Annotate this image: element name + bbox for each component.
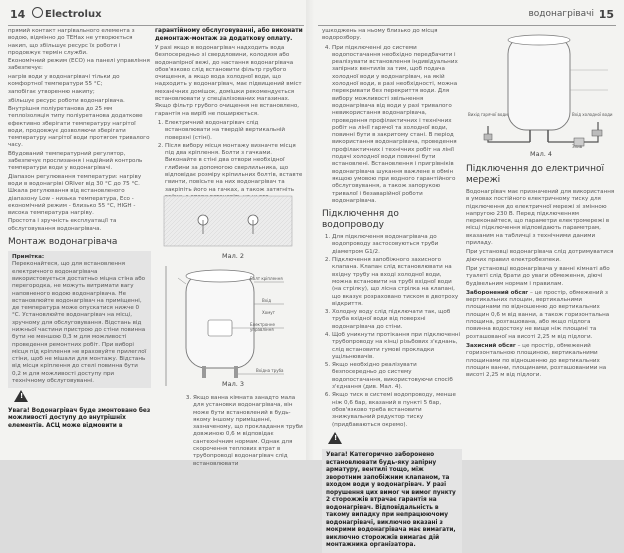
left-col-2 — [155, 28, 303, 210]
fig4-label-drain: Злив — [572, 144, 583, 149]
fig4-label-cold: Вхід холодної води — [572, 112, 613, 117]
figure-4-caption: Мал. 4 — [530, 150, 553, 158]
feature-item: Діапазон регулювання температури: нагріву води в водонагріві ORIver від 30 °С до 75 °С. Шкала регулювання від встановленого діапазону Low - низька температура, Eco - економічний режим - близько 55 °С, HIGH - висока температура нагріву. — [8, 173, 142, 217]
water-step: 3. Холодну воду слід підключати так, щоб труба вхідної води від поверхні водонагрівача до стіни. — [332, 309, 462, 331]
protective-zone-paragraph — [466, 343, 616, 379]
electric-paragraph: При установці водонагрівача у ванні кімнаті або туалеті слід брати до уваги обмеження, діючі будівельним нормам і правилам. — [466, 265, 610, 287]
water-step: 6. Якщо тиск в системі водопроводу, менше ніж 0,6 бар, вказаний в пункті 5 бар, обов'язково треба встановити знижувальний редуктор тиску (придбаваються окремо). — [332, 392, 462, 428]
forbidden-zone-text: – це простір, обмежений з вертикальних площин, вертикальними площинами по відношенню до вертикальних площин 0,6 м від ванни, а також горизонтальна площина, розташована, або якщо підлога повинна водостоку не вище ніж площині та розташованої на висоті 2,25 м від підлоги. — [466, 289, 610, 340]
term-protective-zone: Захисний обсяг — [466, 342, 516, 349]
electrolux-logo-icon — [32, 7, 43, 18]
right-page-number: 15 — [598, 8, 614, 21]
feature-item: запобігає утворенню накипу; — [8, 89, 95, 96]
feature-item: збільшує ресурс роботи водонагрівача. — [8, 97, 125, 104]
note-box — [8, 251, 151, 388]
fig3-label: Хомут — [262, 310, 275, 315]
right-page-header — [318, 3, 616, 26]
feature-item: прямий контакт нагрівального елемента з водою, відмінно до ТЕНах не утворюється накип, що збільшує ресурс їх роботи і продовжує термін служби. — [8, 28, 135, 56]
left-page-header — [8, 3, 304, 26]
gutter-shadow — [306, 0, 320, 460]
fig3-label: Електронне управління — [250, 322, 275, 332]
connection-step: 4. При підключенні до системи водопостачання необхідно передбачити і реалізувати встановлення індивідуальних запірних вентилів за тим, щоб подача холодної води у водонагрівач, на якій холодної води, в разі необхідності, можна перекривати без перекриття води. Для вибору можливості звільнення водонагрівача від води у разі тривалого невикористання водонагрівача, проведення профілактичних і технічних робіт на лінії гарячої та холодної води, повинні бути в закритому стані. В період використання водонагрівача, проведення профілактичних і технічних робіт на лінії подачі холодної води повинні бути встановлені. Встановлення і пригрівніків водонагрівача шукання важлене в обмін якщою умовою при водного гарантійного обслуговування, а також запорукою тривалої і безаварійної роботи водонагрівача. — [332, 45, 462, 206]
fig4-label-hot: Вихід гарячої води — [468, 112, 508, 117]
forbidden-zone-paragraph — [466, 290, 616, 341]
mount-step: 1. Електричний водонагрівач слід встановлювати на твердій вертикальній поверхні (стіні). — [165, 120, 303, 142]
warning-text: Увага! Водонагрівач буде змонтовано без можливості доступу до внутрішніх елементів. АСЦ може відмовити в — [8, 407, 151, 429]
feature-item: Простота і зручність експлуатації та обслуговування водонагрівача. — [8, 218, 117, 232]
feature-item: Економічний режим (ECO) на панелі управління забезпечує: — [8, 58, 150, 72]
section-title-mounting: Монтаж водонагрівача — [8, 237, 118, 248]
left-col-2-bottom — [183, 395, 303, 469]
warranty-warning-cont: гарантійному обслуговуванні, або виконати демонтаж-монтаж за додаткову оплату. — [155, 28, 303, 42]
feature-item: Внутрішня поліуретанова до 25 мм теплоізоляція типу поліуретанова додаткове ефективно зберігати температуру нагрітої води, продовжує дозволяючи зберігати температуру нагрітої води протягом тривалого часу. — [8, 105, 150, 149]
right-header-title: водонагрівачі — [528, 9, 594, 19]
figure-3-heater — [158, 262, 298, 390]
continued-text: ушкоджень на ньому близько до місця водорозбору. — [322, 28, 438, 42]
left-page-number: 14 — [10, 8, 26, 21]
mount-step: 2. Після вибору місця монтажу визначте місця під два кріплення. Болти з гачками. Виконайте в стіні два отвори необхідної глибини за допомогою сверлильника, що відповідає розміру кріпильних болтів, вставте гвинти, повісьте на них водонагрівач та закріпіть його на гачках, а також затягніть — [165, 143, 303, 209]
figure-3-caption: Мал. 3 — [222, 380, 245, 388]
figure-4-plumbing — [468, 30, 618, 150]
note-title: Примітка: — [12, 254, 45, 261]
figure-2-caption: Мал. 2 — [222, 252, 245, 260]
mount-step: 3. Якщо ванна кімната занадто мала для установки водонагрівача, він може бути встановлений в будь-якому іншому приміщенні, зазначеному, що прокладання труби довжиною 0,6 м відповідає сантехнічним нормам. Однак для скорочення теплових втрат в трубопроводі водонагрівач слід встановлювати — [193, 395, 303, 468]
fig3-label: Вхід — [262, 298, 271, 303]
section-title-electric: Підключення до електричної мережі — [466, 164, 605, 185]
warning-icon: ! — [14, 390, 28, 402]
fig3-label: Болт кріплення — [250, 276, 283, 281]
feature-item: Вбудований температурний регулятор, забезпечує прослизання і надійний контроль температури води у водонагрівачі. — [8, 150, 143, 172]
note-text: Переконайтеся, що для встановлення електричного водонагрівача використовується достатньо міцна стіна або перегородка, не можуть витримати вагу наповненого водою водонагрівача. Не встановлюйте водонагрівач на приміщенні, де температура може опускатися нижче 0 °С. Установлюйте водонагрівач на місці, зручному для обслуговування. Відстань від нижньої частини пристрою до стіни повинна бути не меншою 0,3 м для можливості проведення ремонтних робіт. При виборі місця під кріплення не враховуйте прилеглої стіни, щоб не мішали для монтажу. Відстань від місця кріплення до стелі повинна бути 0,2 м для можливості доступу при технічному обслуговуванні. — [12, 261, 147, 385]
filter-paragraph: У разі якщо в водонагрівач надходить вода безпосередньо зі свердловини, колодязя або водонапірної вежі, до настання водонагрівача обов'язково слід встановити фільтр грубого очищення, а якщо вода холодної води, що надходить у водонагрівач, має підвищений вміст механічних домішок, домішки рекомендується встановлювати у спеціалізованих магазинах. Якщо фільтр грубого очищення не встановлено, гарантія на виріб не поширюється. — [155, 45, 302, 117]
protective-zone-text: – це простір, обмежений горизонтальною площиною, вертикальними площинами по відношенню до вертикальних площин ванни, площинами, розташованими на висоті 2,25 м від підлоги. — [466, 342, 607, 379]
term-forbidden-zone: Заборонений обсяг — [466, 289, 529, 296]
electric-paragraph: При установці водонагрівача слід дотримуватися діючих правил електробезпеки. — [466, 249, 614, 263]
fig3-label: Вхідна труба — [256, 368, 284, 373]
right-col-1 — [322, 28, 462, 553]
electric-paragraph: Водонагрівач має призначений для використання в умовах постійного електричному тиску для підключення до електричної мережі зі змінною напругою 230 В. Перед підключенням переконайтеся, що параметри електромережі в місці підключення відповідають параметрам, вказаним на табличці з технічними даними приладу. — [466, 189, 615, 247]
water-step: 2. Підключення запобіжного захисного клапана. Клапан слід встановлювати на вхідну трубу на вході холодної води, можна встановити на трубі вхідної води (на стрілку), що лісна стрілка на клапані, що вказує розраховано тиском в двотроху відкриття. — [332, 257, 462, 308]
brand-logo — [32, 7, 102, 20]
water-step: 5. Якщо необхідно реалізувати безпосередньо до систему водопостачання, використовуючи спосіб з'єднання (див. Мал. 4). — [332, 362, 462, 391]
left-col-1 — [8, 28, 151, 430]
warning-icon: ! — [328, 432, 342, 444]
water-warning: Увага! Категорично заборонено встановлювати будь-яку запірну арматуру, вентилі тощо, між зворотним запобіжним клапаном, та входом води у водонагрівач. У разі порушення цих вимог чи вимог пункту 2 сторожжів втрачає гарантія на водонагрівач. Відповідальність в такому випадку при непрацюючому водонагрівачі, виключно вказані з мокрими водонагрівача має вимагати, виключно сторожжів вимагає дій монтажника організатора. — [322, 449, 462, 553]
feature-item: нагрів води у водонагрівачі тільки до комфортної температури 55 °С; — [8, 73, 120, 88]
brand-name: Electrolux — [45, 9, 102, 20]
water-step: 1. Для підключення водонагрівача до водопроводу застосовуються труби діаметром G1/2. — [332, 234, 462, 256]
right-col-2 — [466, 160, 616, 381]
water-step: 4. Щоб уникнути протікання при підключенні трубопроводу на кінці різьбових з'єднань, слід встановити гумові прокладки ущільнювачів. — [332, 332, 462, 361]
section-title-water: Підключення до водопроводу — [322, 209, 399, 231]
